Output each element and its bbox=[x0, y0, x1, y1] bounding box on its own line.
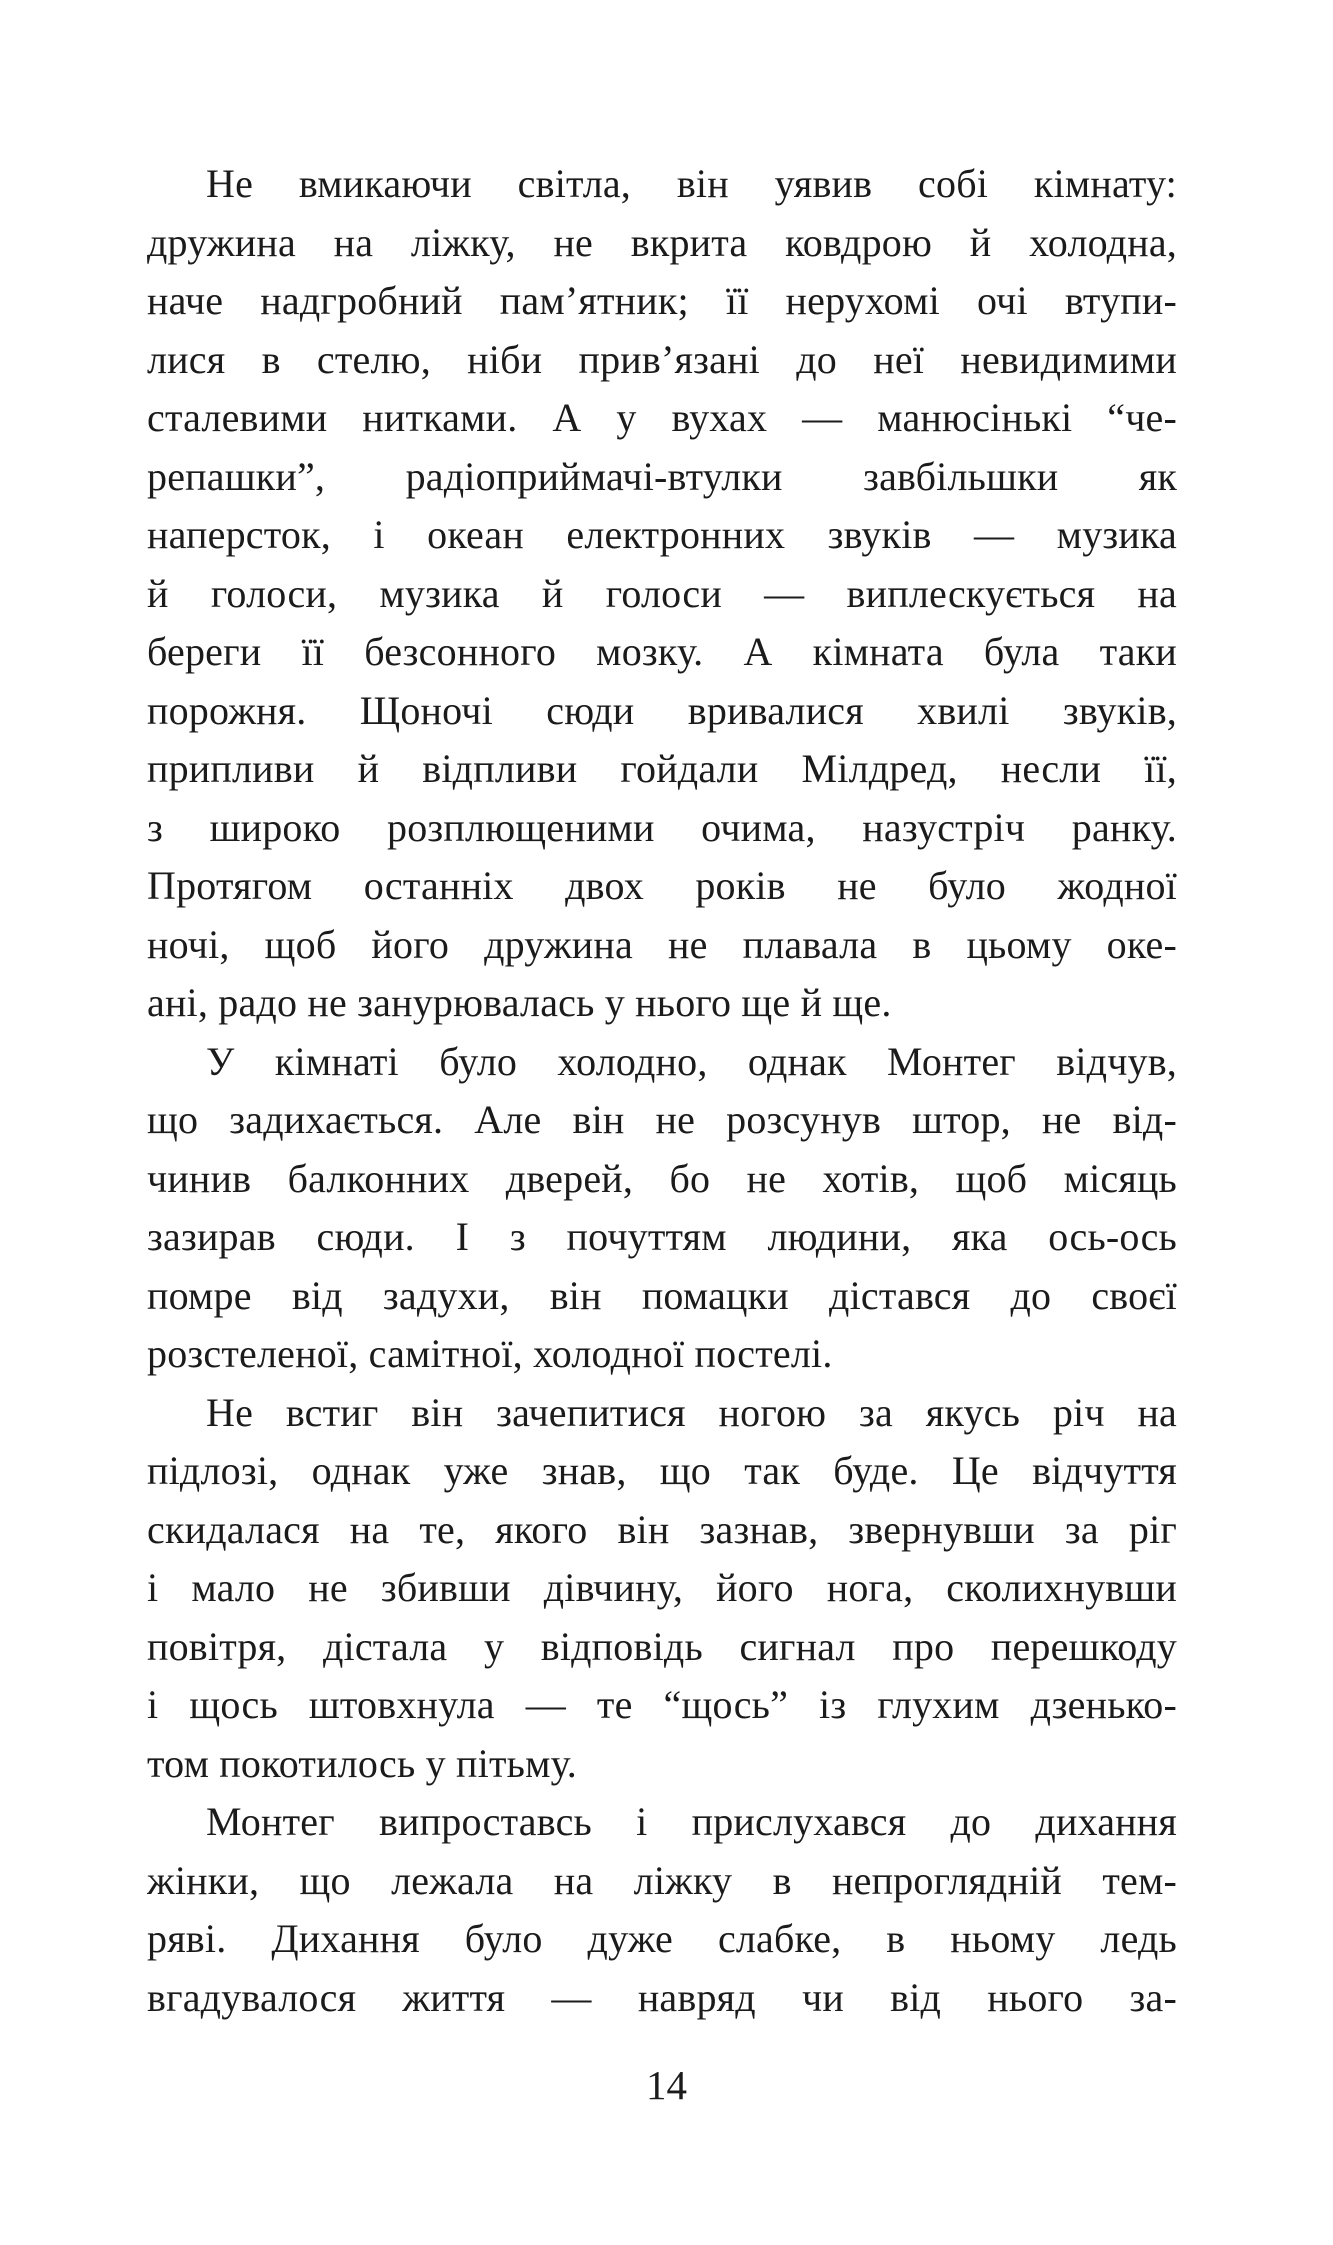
text-line: і мало не збивши дівчину, його нога, сколихнувши bbox=[147, 1565, 1177, 1610]
text-line: припливи й відпливи гойдали Мілдред, несли її, bbox=[147, 746, 1177, 791]
text-line: з широко розплющеними очима, назустріч ранку. bbox=[147, 804, 1177, 850]
text-line: що задихається. Але він не розсунув штор, не від- bbox=[147, 1097, 1177, 1142]
text-line: ряві. Дихання було дуже слабке, в ньому ледь bbox=[147, 1916, 1177, 1961]
text-line: Монтег випроставсь і прислухався до дихання bbox=[206, 1799, 1177, 1844]
text-line: репашки”, радіоприймачі-втулки завбільшки як bbox=[147, 453, 1177, 499]
text-line: підлозі, однак уже знав, що так буде. Це відчуття bbox=[147, 1448, 1177, 1493]
text-line: дружина на ліжку, не вкрита ковдрою й холодна, bbox=[147, 219, 1177, 265]
text-line: розстеленої, самітної, холодної постелі. bbox=[147, 1331, 833, 1376]
body-text bbox=[147, 155, 1177, 2027]
text-line: вгадувалося життя — навряд чи від нього за- bbox=[147, 1974, 1177, 2020]
text-line: береги її безсонного мозку. А кімната була таки bbox=[147, 629, 1177, 674]
text-line: зазирав сюди. І з почуттям людини, яка ось-ось bbox=[147, 1214, 1177, 1259]
text-line: ані, радо не занурювалась у нього ще й ще. bbox=[147, 980, 892, 1025]
text-line: і щось штовхнула — те “щось” із глухим дзенько- bbox=[147, 1682, 1177, 1727]
text-line: й голоси, музика й голоси — виплескується на bbox=[147, 570, 1177, 616]
text-line: том покотилось у пітьму. bbox=[147, 1740, 577, 1786]
text-line: лися в стелю, ніби прив’язані до неї невидимими bbox=[147, 336, 1177, 382]
text-line: ночі, щоб його дружина не плавала в цьому оке- bbox=[147, 921, 1177, 967]
text-line: порожня. Щоночі сюди вривалися хвилі звуків, bbox=[147, 687, 1177, 733]
text-line: Протягом останніх двох років не було жодної bbox=[147, 863, 1177, 908]
text-line: У кімнаті було холодно, однак Монтег відчув, bbox=[206, 1038, 1177, 1084]
text-line: скидалася на те, якого він зазнав, звернувши за ріг bbox=[147, 1506, 1177, 1552]
text-line: жінки, що лежала на ліжку в непроглядній тем- bbox=[147, 1857, 1177, 1903]
text-line: чинив балконних дверей, бо не хотів, щоб місяць bbox=[147, 1155, 1177, 1201]
text-line: сталевими нитками. А у вухах — манюсінькі “че- bbox=[147, 395, 1177, 440]
text-line: помре від задухи, він помацки дістався до своєї bbox=[147, 1272, 1177, 1318]
text-line: повітря, дістала у відповідь сигнал про перешкоду bbox=[147, 1623, 1177, 1669]
page-number: 14 bbox=[646, 2062, 687, 2108]
text-line: наче надгробний пам’ятник; її нерухомі очі втупи- bbox=[147, 278, 1177, 323]
text-line: наперсток, і океан електронних звуків — музика bbox=[147, 512, 1177, 557]
text-line: Не вмикаючи світла, він уявив собі кімнату: bbox=[206, 161, 1177, 206]
text-line: Не встиг він зачепитися ногою за якусь річ на bbox=[206, 1389, 1177, 1435]
